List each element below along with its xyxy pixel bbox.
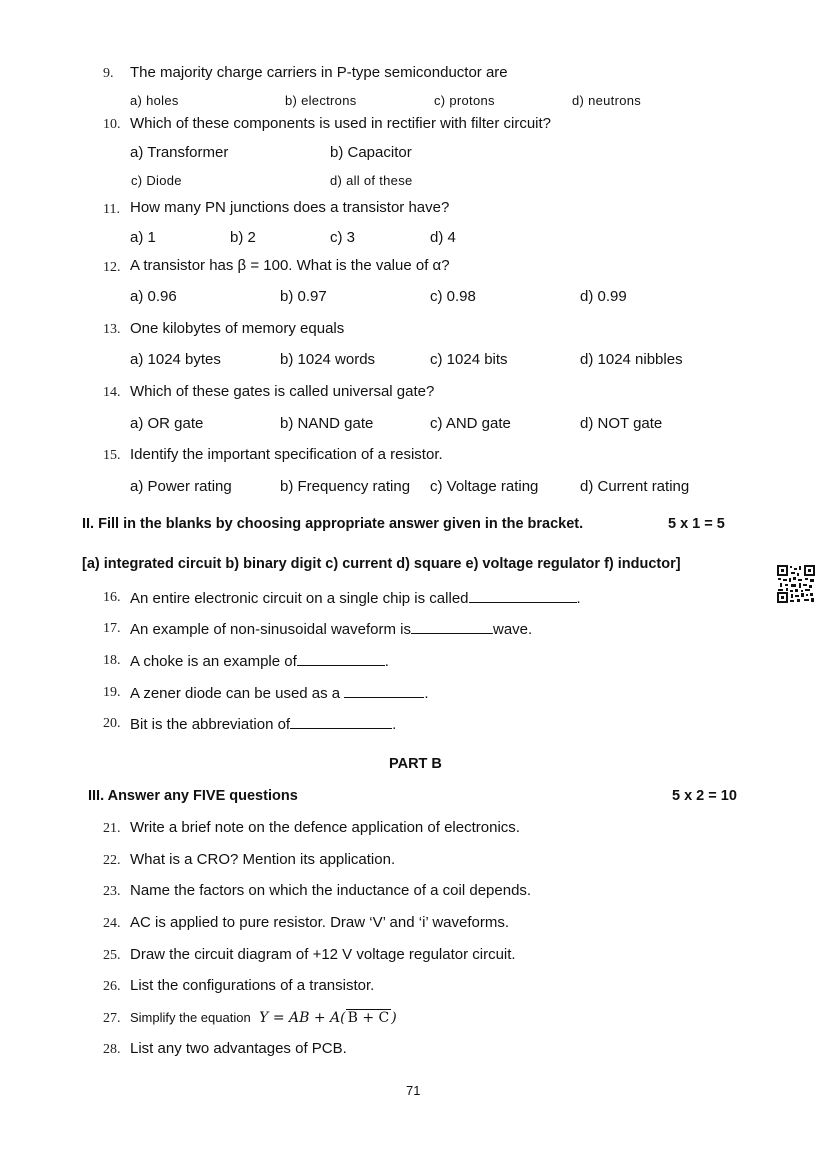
option: c) Voltage rating: [430, 478, 539, 495]
option: d) Current rating: [580, 478, 690, 495]
option: a) 0.96: [130, 288, 177, 305]
option: d) 4: [430, 229, 456, 246]
question-number: 19.: [103, 685, 121, 700]
part-title: PART B: [389, 756, 442, 772]
option: b) Frequency rating: [280, 478, 411, 495]
question-number: 24.: [103, 916, 121, 931]
question-text: An entire electronic circuit on a single chip is called: [130, 590, 469, 607]
option: d) 0.99: [580, 288, 627, 305]
question-number: 11.: [103, 202, 120, 217]
question-text: Bit is the abbreviation of: [130, 716, 291, 733]
question-text-end: wave.: [492, 621, 533, 638]
question-text: An example of non-sinusoidal waveform is: [130, 621, 411, 638]
option: a) 1024 bytes: [130, 351, 221, 368]
question-number: 26.: [103, 979, 121, 994]
option: c) protons: [434, 93, 495, 108]
option: b) 0.97: [280, 288, 327, 305]
question-text: One kilobytes of memory equals: [130, 320, 345, 337]
option: a) Transformer: [130, 144, 229, 161]
question-number: 16.: [103, 590, 121, 605]
answer-choices: [a) integrated circuit b) binary digit c) current d) square e) voltage regulator f) inductor]: [82, 556, 681, 572]
question-number: 9.: [103, 66, 114, 81]
option: b) NAND gate: [280, 415, 374, 432]
question-number: 28.: [103, 1042, 121, 1057]
answer-blank: [297, 651, 385, 666]
option: b) electrons: [285, 93, 357, 108]
equation-overline: B + C: [347, 1010, 390, 1026]
question-number: 18.: [103, 653, 121, 668]
question-text: List the configurations of a transistor.: [130, 977, 375, 994]
option: c) 3: [330, 229, 356, 246]
question-number: 15.: [103, 448, 121, 463]
question-number: 10.: [103, 117, 121, 132]
question-text: Name the factors on which the inductance of a coil depends.: [130, 882, 532, 899]
question-number: 23.: [103, 884, 121, 899]
option: c) 0.98: [430, 288, 476, 305]
option: b) 1024 words: [280, 351, 376, 368]
option: a) OR gate: [130, 415, 204, 432]
section-heading: II. Fill in the blanks by choosing appropriate answer given in the bracket.: [82, 516, 584, 532]
question-text-end: .: [384, 653, 389, 670]
question-text-end: .: [392, 716, 397, 733]
question-text: The majority charge carriers in P-type semiconductor are: [130, 64, 508, 81]
question-text: List any two advantages of PCB.: [130, 1040, 347, 1057]
option: d) neutrons: [572, 93, 642, 108]
option: c) 1024 bits: [430, 351, 508, 368]
question-text-end: .: [576, 590, 581, 607]
section-marks: 5 x 1 = 5: [668, 516, 725, 532]
option: a) Power rating: [130, 478, 232, 495]
answer-blank: [411, 619, 493, 634]
option: d) all of these: [330, 173, 413, 188]
equation: [259, 1010, 397, 1026]
question-number: 25.: [103, 948, 121, 963]
fill-blank-question: [130, 619, 532, 638]
question-text: A transistor has β = 100. What is the value of α?: [130, 257, 450, 274]
question-text: Simplify the equation: [130, 1010, 251, 1025]
fill-blank-question: [130, 588, 581, 607]
question-number: 27.: [103, 1011, 121, 1026]
answer-blank: [290, 714, 392, 729]
option: c) AND gate: [430, 415, 511, 432]
question-text: Which of these gates is called universal gate?: [130, 383, 435, 400]
question-number: 20.: [103, 716, 121, 731]
equation-suffix: ): [391, 1010, 397, 1026]
question-text: Write a brief note on the defence application of electronics.: [130, 819, 520, 836]
question-number: 13.: [103, 322, 121, 337]
fill-blank-question: [130, 683, 429, 702]
question-number: 12.: [103, 260, 121, 275]
fill-blank-question: [130, 714, 396, 733]
option: a) 1: [130, 229, 156, 246]
question-text: Identify the important specification of a resistor.: [130, 446, 443, 463]
question-number: 17.: [103, 621, 121, 636]
question-text: What is a CRO? Mention its application.: [130, 851, 396, 868]
option: d) NOT gate: [580, 415, 663, 432]
section-marks: 5 x 2 = 10: [672, 788, 737, 804]
question-text: A choke is an example of: [130, 653, 297, 670]
option: b) 2: [230, 229, 256, 246]
question-number: 21.: [103, 821, 121, 836]
answer-blank: [469, 588, 577, 603]
option: a) holes: [130, 93, 179, 108]
page-number: 71: [406, 1083, 421, 1098]
question-text: AC is applied to pure resistor. Draw ‘V’ and ‘i’ waveforms.: [130, 914, 510, 931]
section-heading: III. Answer any FIVE questions: [88, 788, 298, 804]
question-text: How many PN junctions does a transistor have?: [130, 199, 450, 216]
question-text: Which of these components is used in rectifier with filter circuit?: [130, 115, 552, 132]
equation-question: [130, 1009, 397, 1027]
option: d) 1024 nibbles: [580, 351, 683, 368]
question-number: 14.: [103, 385, 121, 400]
question-text-end: .: [424, 685, 429, 702]
fill-blank-question: [130, 651, 389, 670]
question-number: 22.: [103, 853, 121, 868]
answer-blank: [344, 683, 424, 698]
option: b) Capacitor: [330, 144, 412, 161]
equation-prefix: Y = AB + A(: [259, 1010, 346, 1026]
question-text: A zener diode can be used as a: [130, 685, 345, 702]
option: c) Diode: [131, 173, 182, 188]
question-text: Draw the circuit diagram of +12 V voltage regulator circuit.: [130, 946, 516, 963]
qr-code-icon: [777, 565, 815, 603]
